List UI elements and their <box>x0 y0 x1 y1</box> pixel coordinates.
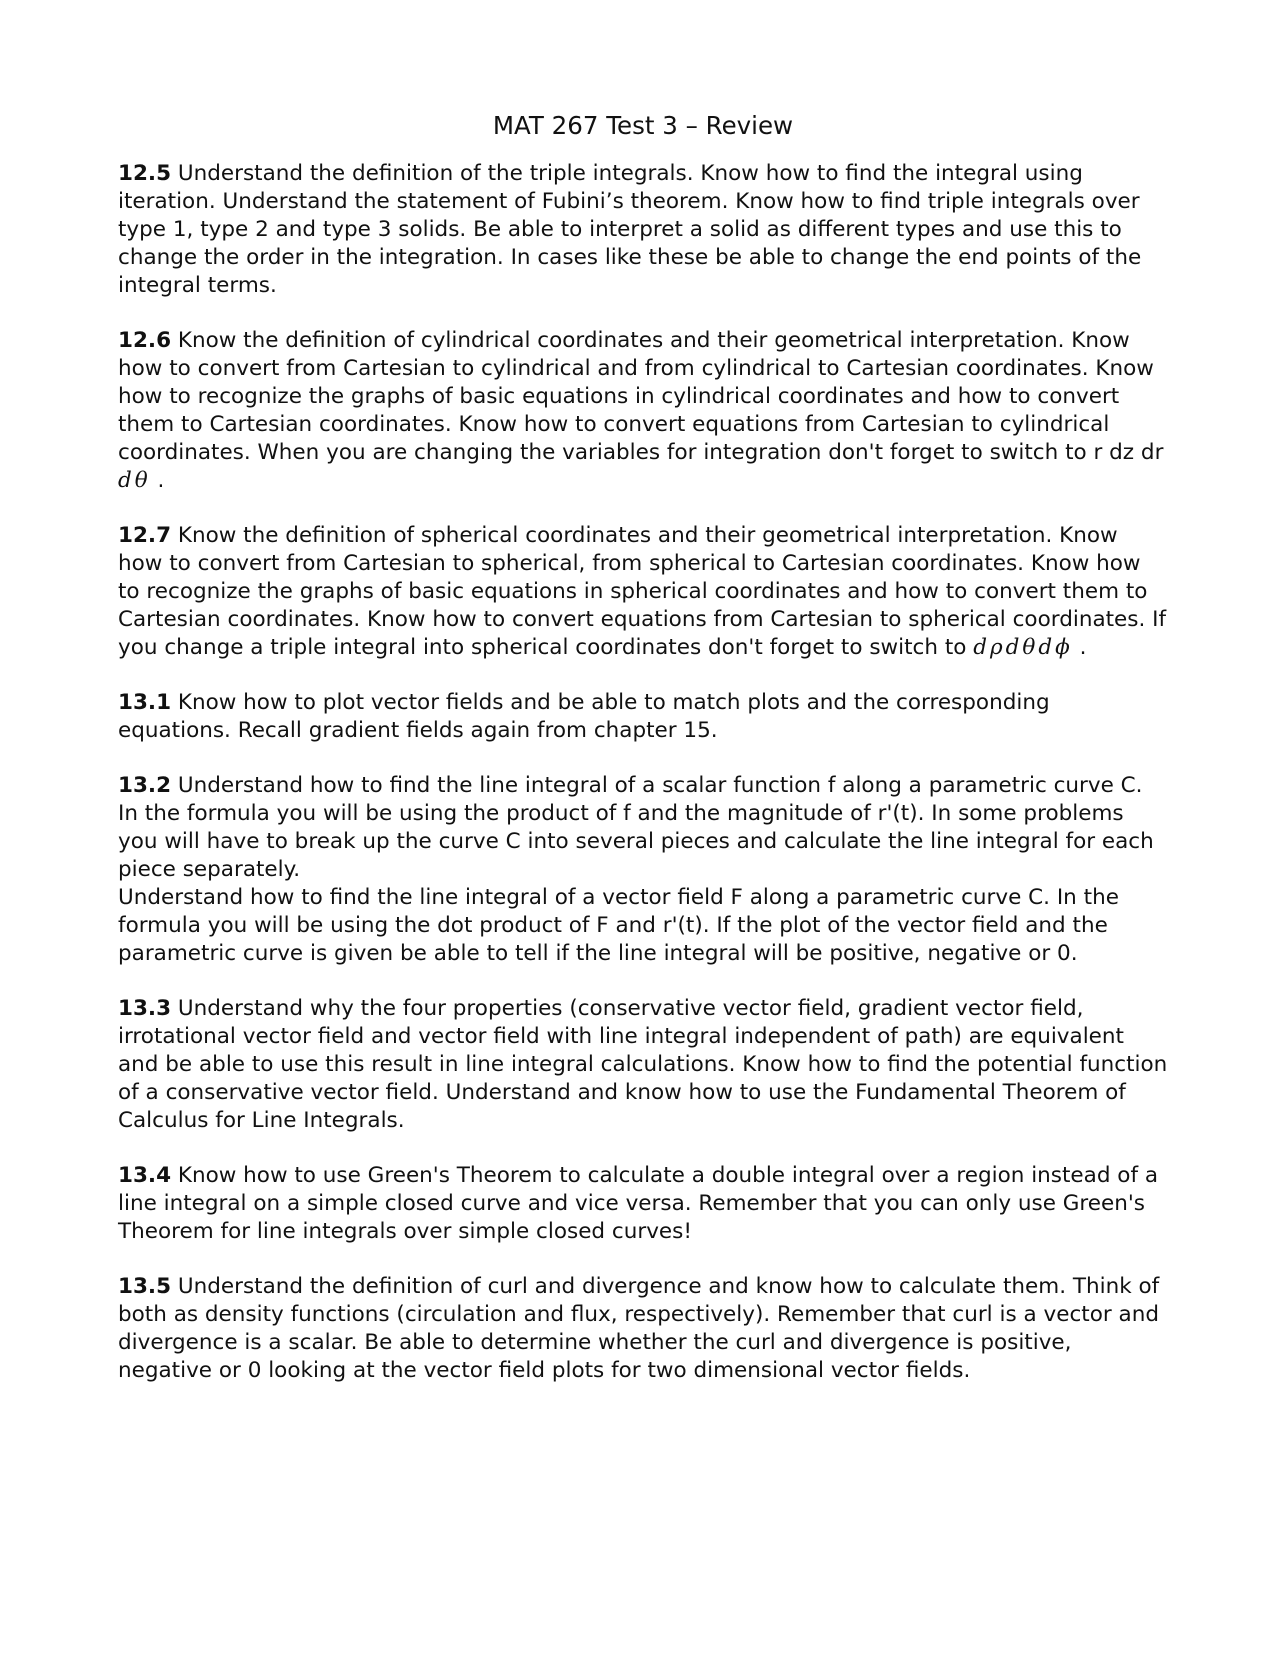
section-13-2 <box>118 772 1168 968</box>
section-text: Know how to use Green's Theorem to calculate a double integral over a region instead of a line integral on a simple closed curve and vice versa. Remember that you can only use Green's Theorem for line integrals over simple closed curves! <box>118 1163 1159 1244</box>
math-differential: dρdθdϕ <box>973 635 1073 660</box>
section-number: 12.5 <box>118 161 172 186</box>
section-paragraph <box>118 1162 1168 1246</box>
page-title: MAT 267 Test 3 – Review <box>492 111 794 140</box>
section-text: Understand the definition of the triple integrals. Know how to find the integral using iteration. Understand the statement of Fubini’s theorem. Know how to find triple integrals over type 1, type 2 and type 3 solids. Be able to interpret a solid as different types and use this to change the order in the integration. In cases like these be able to change the end points of the integral terms. <box>118 161 1142 298</box>
section-paragraph-2: Understand how to find the line integral of a vector field F along a parametric curve C. In the formula you will be using the dot product of F and r'(t). If the plot of the vector field and the parametric curve is given be able to tell if the line integral will be positive, negative or 0. <box>118 885 1119 966</box>
section-number: 13.3 <box>118 996 172 1021</box>
section-number: 12.6 <box>118 328 172 353</box>
section-13-1 <box>118 689 1168 745</box>
section-paragraph <box>118 522 1168 662</box>
section-12-6 <box>118 327 1168 495</box>
section-number: 13.5 <box>118 1274 172 1299</box>
section-13-5 <box>118 1273 1168 1385</box>
section-13-3 <box>118 995 1168 1135</box>
section-text: Understand how to find the line integral of a scalar function f along a parametric curve C. In the formula you will be using the product of f and the magnitude of r'(t). In some problems you will have to break up the curve C into several pieces and calculate the line integral for each piece separately. <box>118 773 1154 882</box>
document-page <box>118 108 1168 1412</box>
section-paragraph <box>118 327 1168 495</box>
section-number: 13.2 <box>118 773 172 798</box>
section-text: Know how to plot vector fields and be able to match plots and the corresponding equations. Recall gradient fields again from chapter 15. <box>118 690 1050 743</box>
section-paragraph <box>118 689 1168 745</box>
math-differential: dθ <box>118 468 151 493</box>
section-13-4 <box>118 1162 1168 1246</box>
section-tail: . <box>150 468 165 493</box>
section-12-5 <box>118 160 1168 300</box>
section-paragraph <box>118 160 1168 300</box>
section-number: 13.1 <box>118 690 172 715</box>
section-paragraph <box>118 995 1168 1135</box>
section-tail: . <box>1072 635 1087 660</box>
section-paragraph <box>118 772 1168 884</box>
section-text: Know the definition of spherical coordinates and their geometrical interpretation. Know how to convert from Cartesian to spherical, from spherical to Cartesian coordinates. Know how to recognize the graphs of basic equations in spherical coordinates and how to convert them to Cartesian coordinates. Know how to convert equations from Cartesian to spherical coordinates. If you change a triple integral into spherical coordinates don't forget to switch to <box>118 523 1167 660</box>
section-number: 12.7 <box>118 523 172 548</box>
section-text: Know the definition of cylindrical coordinates and their geometrical interpretation. Know how to convert from Cartesian to cylindrical and from cylindrical to Cartesian coordinates. Know how to recognize the graphs of basic equations in cylindrical coordinates and how to convert them to Cartesian coordinates. Know how to convert equations from Cartesian to cylindrical coordinates. When you are changing the variables for integration don't forget to switch to r dz dr <box>118 328 1164 465</box>
section-paragraph <box>118 1273 1168 1385</box>
section-text: Understand the definition of curl and divergence and know how to calculate them. Think of both as density functions (circulation and flux, respectively). Remember that curl is a vector and divergence is a scalar. Be able to determine whether the curl and divergence is positive, negative or 0 looking at the vector field plots for two dimensional vector fields. <box>118 1274 1160 1383</box>
section-number: 13.4 <box>118 1163 172 1188</box>
section-12-7 <box>118 522 1168 662</box>
section-text: Understand why the four properties (conservative vector field, gradient vector field, irrotational vector field and vector field with line integral independent of path) are equivalent and be able to use this result in line integral calculations. Know how to find the potential function of a conservative vector field. Understand and know how to use the Fundamental Theorem of Calculus for Line Integrals. <box>118 996 1168 1133</box>
